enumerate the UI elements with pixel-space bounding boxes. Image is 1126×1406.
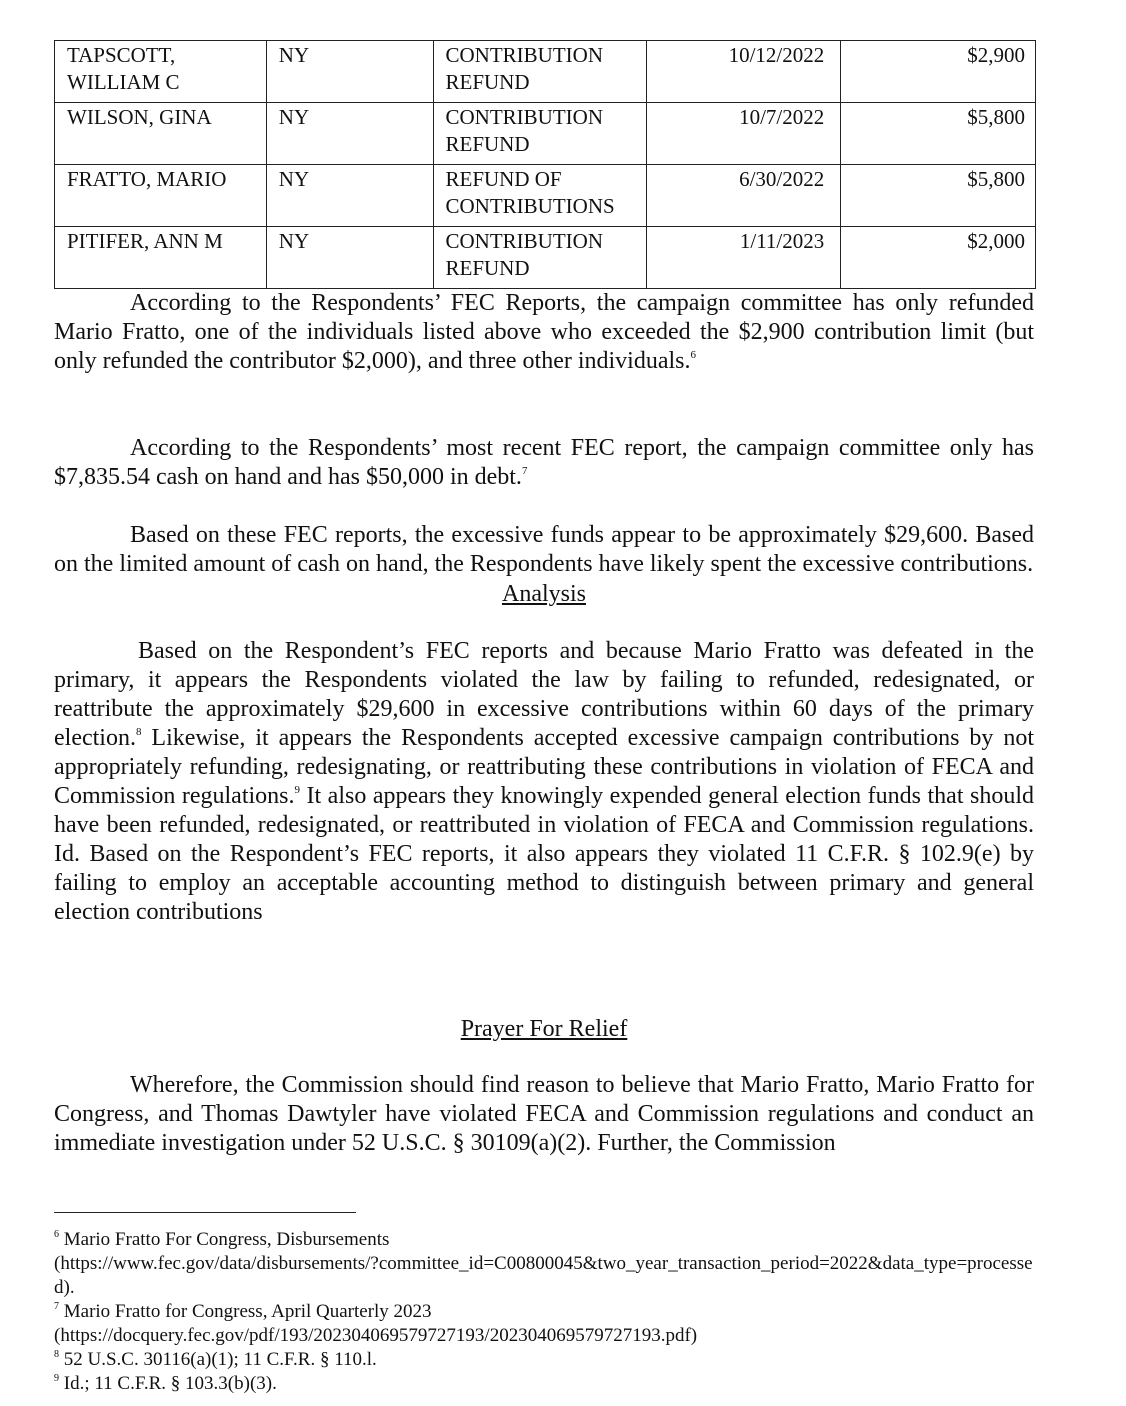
footnote-mark: 8 <box>54 1349 59 1360</box>
date-cell: 10/12/2022 <box>647 41 841 103</box>
body-paragraph <box>54 434 1034 492</box>
prayer-heading: Prayer For Relief <box>460 1016 628 1042</box>
paragraph-text: Likewise, it appears the Respondents accepted excessive campaign contributions by not appropriately refunding, redesignating, or reattributing these contributions in violation of FECA and Commission regulations. <box>54 725 1034 809</box>
footnote-6-url[interactable]: (https://www.fec.gov/data/disbursements/?committee_id=C00800045&two_year_transaction_period=2022&data_type=processed). <box>54 1253 1033 1298</box>
footnote-ref[interactable]: 7 <box>521 465 528 477</box>
footnote-mark: 9 <box>54 1373 59 1384</box>
contributor-name-cell: TAPSCOTT, WILLIAM C <box>55 41 267 103</box>
paragraph-text: According to the Respondents’ FEC Reports, the campaign committee has only refunded Mario Fratto, one of the individuals listed above who exceeded the $2,900 contribution limit (but only refunded the contributor $2,000), and three other individuals. <box>54 290 1034 374</box>
contributor-name-cell: PITIFER, ANN M <box>55 227 267 289</box>
description-cell: CONTRIBUTION REFUND <box>433 227 647 289</box>
paragraph-text: It also appears they knowingly expended general election funds that should have been refunded, redesignated, or reattributed in violation of FECA and Commission regulations. Id. Based on the Respondent’s FEC reports, it also appears they violated 11 C.F.R. § 102.9(e) by failing to employ an acceptable accounting method to distinguish between primary and general election contributions <box>54 783 1035 925</box>
analysis-heading: Analysis <box>502 581 586 607</box>
footnote-ref[interactable]: 6 <box>690 349 697 361</box>
amount-cell: $2,900 <box>841 41 1036 103</box>
amount-cell: $2,000 <box>841 227 1036 289</box>
refund-table <box>54 40 1036 289</box>
footnote-9 <box>54 1372 1044 1396</box>
date-cell: 10/7/2022 <box>647 103 841 165</box>
body-paragraph <box>54 637 1034 927</box>
footnote-separator <box>54 1212 356 1213</box>
footnote-text: Mario Fratto for Congress, April Quarterly 2023 <box>63 1301 432 1322</box>
table-row <box>55 41 1036 103</box>
description-cell: CONTRIBUTION REFUND <box>433 41 647 103</box>
contributor-name-cell: WILSON, GINA <box>55 103 267 165</box>
state-cell: NY <box>266 165 433 227</box>
paragraph-text: According to the Respondents’ most recent FEC report, the campaign committee only has $7,835.54 cash on hand and has $50,000 in debt. <box>54 435 1034 490</box>
footnote-mark: 7 <box>54 1301 59 1312</box>
footnote-7 <box>54 1300 1044 1324</box>
table-row <box>55 227 1036 289</box>
date-cell: 6/30/2022 <box>647 165 841 227</box>
amount-cell: $5,800 <box>841 165 1036 227</box>
footnote-6 <box>54 1228 1044 1252</box>
paragraph-text: Wherefore, the Commission should find reason to believe that Mario Fratto, Mario Fratto for Congress, and Thomas Dawtyler have violated FECA and Commission regulations and conduct an immediate investigation under 52 U.S.C. § 30109(a)(2). Further, the Commission <box>54 1072 1034 1156</box>
footnote-7-url[interactable]: (https://docquery.fec.gov/pdf/193/202304069579727193/202304069579727193.pdf) <box>54 1325 698 1346</box>
description-cell: CONTRIBUTION REFUND <box>433 103 647 165</box>
body-paragraph <box>54 289 1034 376</box>
body-paragraph <box>54 521 1034 579</box>
contributor-name-cell: FRATTO, MARIO <box>55 165 267 227</box>
footnote-mark: 6 <box>54 1229 59 1240</box>
body-paragraph <box>54 1071 1034 1158</box>
document-page <box>54 40 1034 1158</box>
amount-cell: $5,800 <box>841 103 1036 165</box>
table-row <box>55 103 1036 165</box>
footnotes <box>54 1228 1044 1396</box>
description-cell: REFUND OF CONTRIBUTIONS <box>433 165 647 227</box>
footnote-8 <box>54 1348 1044 1372</box>
paragraph-text: Based on the Respondent’s FEC reports and because Mario Fratto was defeated in the primary, it appears the Respondents violated the law by failing to refunded, redesignated, or reattribute the approximately $29,600 in excessive contributions within 60 days of the primary election. <box>54 638 1034 751</box>
footnote-text: 52 U.S.C. 30116(a)(1); 11 C.F.R. § 110.l. <box>63 1349 377 1370</box>
footnote-ref[interactable]: 8 <box>135 726 142 738</box>
state-cell: NY <box>266 227 433 289</box>
table-row <box>55 165 1036 227</box>
footnote-text: Id.; 11 C.F.R. § 103.3(b)(3). <box>63 1373 277 1394</box>
date-cell: 1/11/2023 <box>647 227 841 289</box>
footnote-text: Mario Fratto For Congress, Disbursements <box>63 1229 390 1250</box>
state-cell: NY <box>266 41 433 103</box>
paragraph-text: Based on these FEC reports, the excessive funds appear to be approximately $29,600. Based on the limited amount of cash on hand, the Respondents have likely spent the excessive contributions. <box>54 522 1034 577</box>
footnote-ref[interactable]: 9 <box>294 784 301 796</box>
state-cell: NY <box>266 103 433 165</box>
